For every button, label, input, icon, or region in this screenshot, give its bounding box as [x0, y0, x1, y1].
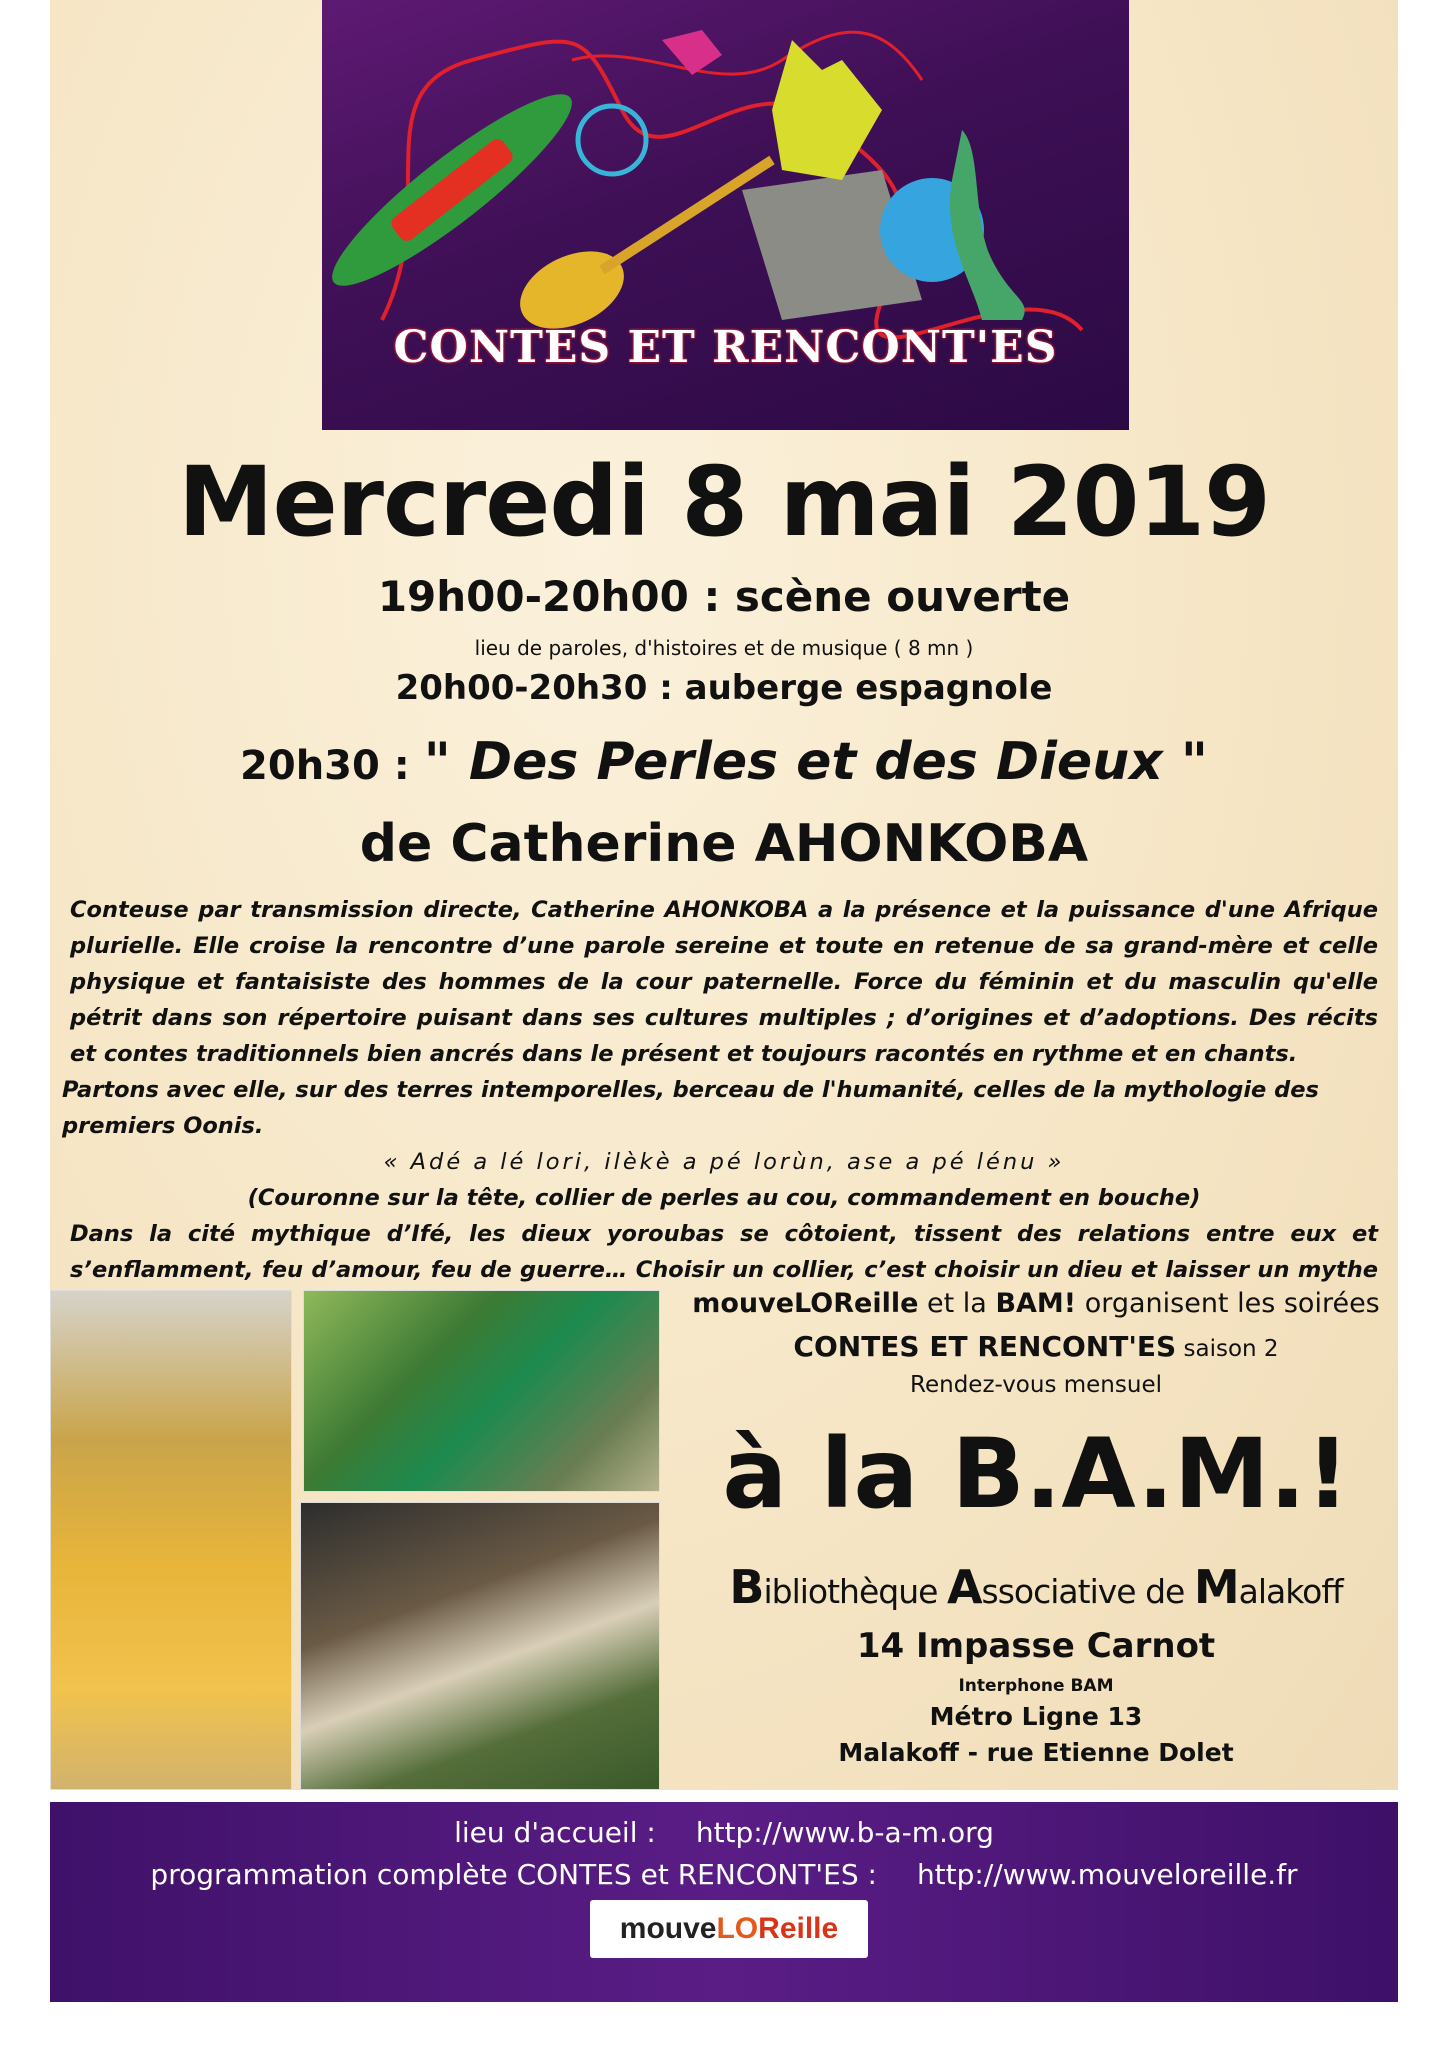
org-rest: organisent les soirées	[1076, 1288, 1380, 1319]
show-time: 20h30 :	[240, 743, 410, 789]
description-paragraph: Conteuse par transmission directe, Catherine AHONKOBA a la présence et la puissance d'une Afrique plurielle. Elle croise la rencontre d’une parole sereine et toute en retenue de sa grand-mère et celle physique et fantaisiste des hommes de la cour paternelle. Force du féminin et du masculin qu'elle pétrit dans son répertoire puisant dans ses cultures multiples ; d’origines et d’adoptions. Des récits et contes traditionnels bien ancrés dans le présent et toujours racontés en rythme et en chants.	[70, 897, 1378, 1067]
organizers-line	[676, 1288, 1396, 1319]
description-paragraph: Dans la cité mythique d’Ifé, les dieux yoroubas se côtoient, tissent des relations entre eux et s’enflamment, feu d’amour, feu de guerre… Choisir un collier, c’est choisir un dieu et laisser un mythe	[70, 1221, 1378, 1283]
storyteller-name: de Catherine AHONKOBA	[359, 814, 1089, 874]
logo-part: Reille	[758, 1912, 839, 1945]
venue-initial-b: B	[729, 1560, 764, 1614]
venue-initial-m: M	[1193, 1560, 1239, 1614]
beads-drum-photo	[300, 1502, 660, 1790]
mermaid-icon	[950, 130, 1025, 320]
org-mouveloreille: mouveLOReille	[692, 1288, 919, 1319]
spinning-wheel-icon	[578, 106, 646, 174]
guitar-icon	[508, 160, 772, 344]
bird-icon	[662, 30, 722, 75]
logo-ear-icon: LO	[716, 1912, 759, 1945]
open-stage-description: lieu de paroles, d'histoires et de musique ( 8 mn )	[474, 636, 974, 660]
venue-word: alakoff	[1238, 1572, 1343, 1611]
goat-mask-icon	[772, 40, 882, 180]
quote-translation: (Couronne sur la tête, collier de perles au cou, commandement en bouche)	[247, 1185, 1201, 1211]
season-label: saison 2	[1176, 1336, 1279, 1362]
show-description	[64, 892, 1384, 1324]
mouveloreille-logo	[590, 1900, 868, 1958]
metro-line: Métro Ligne 13	[929, 1702, 1143, 1731]
venue-word: ibliothèque	[763, 1572, 947, 1611]
footer-venue-label: lieu d'accueil :	[454, 1816, 656, 1849]
footer-program-line	[50, 1858, 1398, 1891]
footer-venue-link[interactable]: http://www.b-a-m.org	[695, 1816, 994, 1849]
banner-image	[322, 0, 1129, 430]
logo-part: mouve	[619, 1912, 717, 1945]
series-name: CONTES ET RENCONT'ES	[793, 1330, 1177, 1363]
open-stage-time: 19h00-20h00 : scène ouverte	[377, 572, 1071, 621]
metro-station: Malakoff - rue Etienne Dolet	[838, 1738, 1234, 1767]
show-title: " Des Perles et des Dieux "	[423, 732, 1208, 792]
venue-full-name	[676, 1560, 1396, 1614]
venue-address: 14 Impasse Carnot	[856, 1626, 1216, 1666]
venue-initial-a: A	[946, 1560, 982, 1614]
red-thread-2	[572, 32, 922, 80]
footer-venue-line	[50, 1816, 1398, 1849]
footer-program-link[interactable]: http://www.mouveloreille.fr	[916, 1858, 1298, 1891]
storyteller-photo-yellow	[50, 1290, 292, 1790]
footer-bar	[50, 1802, 1398, 2002]
potluck-time: 20h00-20h30 : auberge espagnole	[395, 668, 1053, 708]
venue-headline: à la B.A.M.!	[722, 1418, 1350, 1530]
storyteller-photo-green	[303, 1290, 660, 1492]
monthly-rdv: Rendez-vous mensuel	[910, 1372, 1162, 1398]
yoruba-quote: « Adé a lé lori, ilèkè a pé lorùn, ase a pé lénu »	[383, 1149, 1065, 1175]
org-conjunction: et la	[918, 1288, 996, 1319]
org-bam: BAM!	[995, 1288, 1077, 1319]
venue-word: ssociative de	[981, 1572, 1194, 1611]
show-title-line	[50, 732, 1398, 792]
venue-interphone: Interphone BAM	[958, 1676, 1114, 1696]
description-paragraph: Partons avec elle, sur des terres intemporelles, berceau de l'humanité, celles de la mythologie des premiers Oonis.	[62, 1077, 1319, 1139]
event-date: Mercredi 8 mai 2019	[178, 446, 1270, 558]
banner-title: CONTES ET RENCONT'ES	[393, 322, 1058, 373]
footer-program-label: programmation complète CONTES et RENCONT'ES :	[150, 1858, 877, 1891]
series-line	[676, 1330, 1396, 1363]
